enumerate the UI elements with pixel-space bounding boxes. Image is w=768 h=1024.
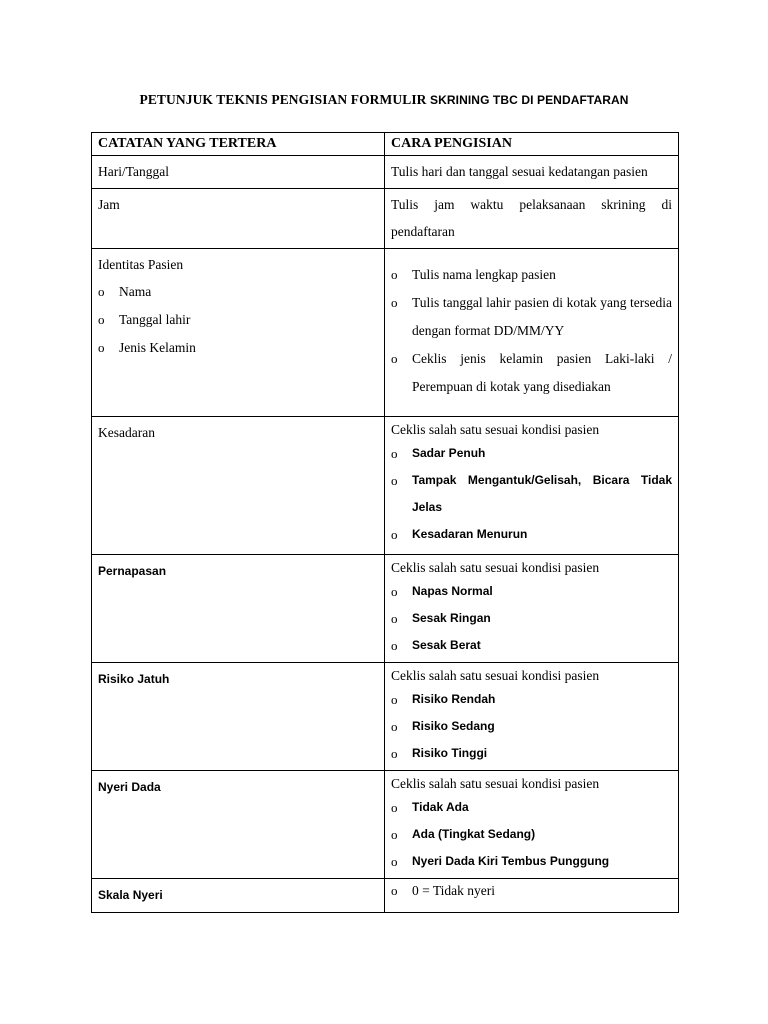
table-row	[92, 156, 679, 189]
table-row	[92, 555, 679, 663]
row-intro: Ceklis salah satu sesuai kondisi pasien	[391, 422, 600, 437]
row-label: Kesadaran	[92, 417, 385, 555]
title-part-2: SKRINING TBC DI PENDAFTARAN	[430, 93, 629, 107]
table-row	[92, 879, 679, 913]
table-row	[92, 663, 679, 771]
table-row	[92, 189, 679, 249]
header-cara-pengisian: CARA PENGISIAN	[385, 133, 679, 156]
field-list	[98, 278, 378, 362]
list-item: o Tampak Mengantuk/Gelisah, Bicara Tidak Jelas	[391, 467, 672, 521]
table-row	[92, 417, 679, 555]
option-list	[391, 440, 672, 548]
list-item: o Napas Normal	[391, 578, 672, 605]
table-row	[92, 771, 679, 879]
row-description-cell	[385, 249, 679, 417]
list-item: o Nyeri Dada Kiri Tembus Punggung	[391, 848, 672, 875]
list-item: o Risiko Tinggi	[391, 740, 672, 767]
row-description-cell	[385, 555, 679, 663]
list-item: o Tidak Ada	[391, 794, 672, 821]
instruction-list	[391, 261, 672, 401]
row-description: Tulis hari dan tanggal sesuai kedatangan pasien	[385, 156, 679, 189]
list-item: o Risiko Sedang	[391, 713, 672, 740]
table-header-row	[92, 133, 679, 156]
instruction-table	[91, 132, 679, 913]
row-description: Tulis jam waktu pelaksanaan skrining di pendaftaran	[385, 189, 679, 249]
list-item: o Ceklis jenis kelamin pasien Laki-laki / Perempuan di kotak yang disediakan	[391, 345, 672, 401]
list-item: o 0 = Tidak nyeri	[391, 879, 672, 903]
row-intro: Ceklis salah satu sesuai kondisi pasien	[391, 560, 600, 575]
list-item: o Tulis nama lengkap pasien	[391, 261, 672, 289]
row-label: Hari/Tanggal	[92, 156, 385, 189]
row-label: Pernapasan	[98, 564, 167, 578]
row-label-cell	[92, 249, 385, 417]
row-label-cell	[92, 771, 385, 879]
list-item: o Kesadaran Menurun	[391, 521, 672, 548]
header-catatan: CATATAN YANG TERTERA	[92, 133, 385, 156]
list-item: o Nama	[98, 278, 378, 306]
list-item: o Ada (Tingkat Sedang)	[391, 821, 672, 848]
table-row	[92, 249, 679, 417]
title-part-1: PETUNJUK TEKNIS PENGISIAN FORMULIR	[139, 92, 427, 107]
list-item: o Sesak Ringan	[391, 605, 672, 632]
option-list	[391, 578, 672, 659]
row-label: Jam	[92, 189, 385, 249]
row-intro: Ceklis salah satu sesuai kondisi pasien	[391, 776, 600, 791]
row-intro: Ceklis salah satu sesuai kondisi pasien	[391, 668, 600, 683]
row-label-cell	[92, 555, 385, 663]
list-item: o Jenis Kelamin	[98, 334, 378, 362]
row-label: Skala Nyeri	[98, 888, 163, 902]
row-description-cell	[385, 417, 679, 555]
list-item: o Tulis tanggal lahir pasien di kotak yang tersedia dengan format DD/MM/YY	[391, 289, 672, 345]
row-description-cell	[385, 663, 679, 771]
row-label: Nyeri Dada	[98, 780, 161, 794]
option-list	[391, 686, 672, 767]
document-title	[0, 92, 768, 108]
list-item: o Sadar Penuh	[391, 440, 672, 467]
row-label: Risiko Jatuh	[98, 672, 170, 686]
list-item: o Tanggal lahir	[98, 306, 378, 334]
row-label-cell	[92, 879, 385, 913]
row-description-cell	[385, 771, 679, 879]
list-item: o Risiko Rendah	[391, 686, 672, 713]
option-list	[391, 794, 672, 875]
list-item: o Sesak Berat	[391, 632, 672, 659]
row-description-cell	[385, 879, 679, 913]
option-list	[391, 879, 672, 903]
row-label: Identitas Pasien	[98, 257, 184, 272]
row-label-cell	[92, 663, 385, 771]
